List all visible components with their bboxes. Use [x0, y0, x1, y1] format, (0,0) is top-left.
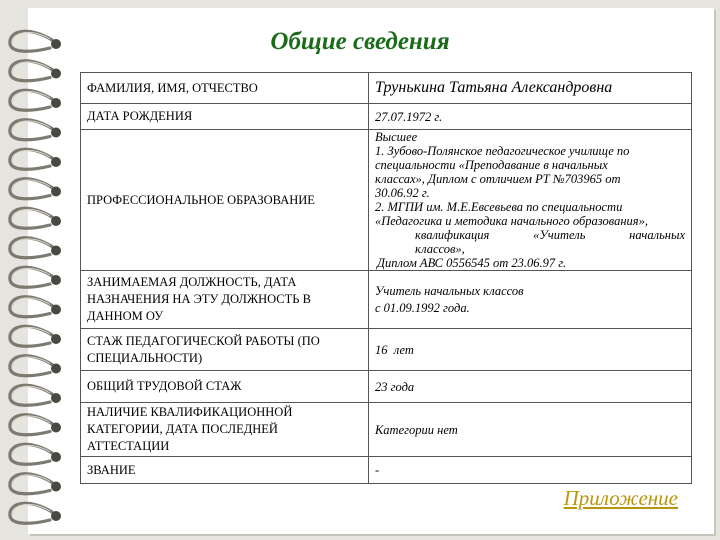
binding-ring: [10, 267, 52, 287]
spiral-binding: [0, 0, 80, 540]
ped-experience-label: СТАЖ ПЕДАГОГИЧЕСКОЙ РАБОТЫ (ПО СПЕЦИАЛЬНОСТИ): [81, 329, 369, 371]
binding-hole: [51, 364, 61, 374]
binding-ring: [10, 326, 52, 346]
binding-hole: [51, 216, 61, 226]
education-line: специальности «Преподавание в начальных: [375, 158, 608, 172]
education-value: [369, 130, 692, 271]
name-label: ФАМИЛИЯ, ИМЯ, ОТЧЕСТВО: [81, 73, 369, 104]
table-row: [81, 104, 692, 130]
position-label: ЗАНИМАЕМАЯ ДОЛЖНОСТЬ, ДАТА НАЗНАЧЕНИЯ НА ЭТУ ДОЛЖНОСТЬ В ДАННОМ ОУ: [81, 271, 369, 329]
binding-ring: [10, 120, 52, 140]
birth-value: 27.07.1972 г.: [369, 104, 692, 130]
table-row: [81, 329, 692, 371]
binding-ring: [10, 179, 52, 199]
binding-hole: [51, 187, 61, 197]
rank-label: ЗВАНИЕ: [81, 457, 369, 484]
info-table: [80, 72, 692, 484]
binding-hole: [51, 128, 61, 138]
education-label: ПРОФЕССИОНАЛЬНОЕ ОБРАЗОВАНИЕ: [81, 130, 369, 271]
table-row: [81, 73, 692, 104]
binding-ring: [10, 415, 52, 435]
table-row: [81, 271, 692, 329]
binding-hole: [51, 69, 61, 79]
education-line: «Педагогика и методика начального образования»,: [375, 214, 648, 228]
qualification-label: НАЛИЧИЕ КВАЛИФИКАЦИОННОЙ КАТЕГОРИИ, ДАТА ПОСЛЕДНЕЙ АТТЕСТАЦИИ: [81, 403, 369, 457]
binding-ring: [10, 208, 52, 228]
binding-hole: [51, 452, 61, 462]
binding-hole: [51, 482, 61, 492]
binding-ring: [10, 444, 52, 464]
table-row: [81, 403, 692, 457]
qualification-word: начальных: [629, 228, 685, 242]
appendix-link[interactable]: Приложение: [563, 486, 678, 510]
binding-ring: [10, 474, 52, 494]
ped-experience-value: 16 лет: [369, 329, 692, 371]
binding-hole: [51, 275, 61, 285]
binding-hole: [51, 305, 61, 315]
binding-hole: [51, 246, 61, 256]
table-row: [81, 457, 692, 484]
education-line: 1. Зубово-Полянское педагогическое училище по: [375, 144, 630, 158]
binding-hole: [51, 98, 61, 108]
binding-hole: [51, 423, 61, 433]
binding-ring: [10, 297, 52, 317]
rank-value: -: [369, 457, 692, 484]
qualification-line: [375, 228, 685, 242]
qualification-word: «Учитель: [533, 228, 586, 242]
position-line: Учитель начальных классов: [375, 283, 524, 298]
table-row: [81, 371, 692, 403]
position-line: с 01.09.1992 года.: [375, 300, 470, 315]
qualification-value: Категории нет: [369, 403, 692, 457]
binding-hole: [51, 334, 61, 344]
diploma-line: Диплом АВС 0556545 от 23.06.97 г.: [377, 256, 567, 270]
binding-ring: [10, 356, 52, 376]
total-experience-value: 23 года: [369, 371, 692, 403]
education-line: 2. МГПИ им. М.Е.Евсевьева по специальности: [375, 200, 623, 214]
birth-label: ДАТА РОЖДЕНИЯ: [81, 104, 369, 130]
binding-hole: [51, 511, 61, 521]
page-title: Общие сведения: [270, 28, 450, 55]
name-value: Трунькина Татьяна Александровна: [369, 73, 692, 104]
binding-hole: [51, 393, 61, 403]
qualification-word: квалификация: [415, 228, 490, 242]
position-value: [369, 271, 692, 329]
binding-hole: [51, 157, 61, 167]
education-line: 30.06.92 г.: [375, 186, 430, 200]
binding-ring: [10, 90, 52, 110]
binding-ring: [10, 385, 52, 405]
education-line: классов»,: [415, 242, 465, 256]
education-line: классах», Диплом с отличием РТ №703965 от: [375, 172, 621, 186]
table-row: [81, 130, 692, 271]
binding-ring: [10, 238, 52, 258]
education-line: Высшее: [375, 130, 418, 144]
total-experience-label: ОБЩИЙ ТРУДОВОЙ СТАЖ: [81, 371, 369, 403]
binding-ring: [10, 149, 52, 169]
binding-ring: [10, 61, 52, 81]
binding-ring: [10, 503, 52, 523]
